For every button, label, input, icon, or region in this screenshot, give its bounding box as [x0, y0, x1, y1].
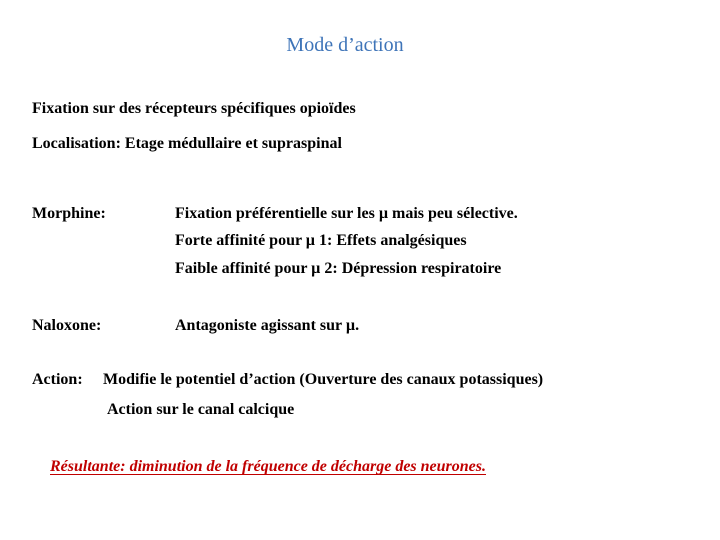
slide-title: Mode d’action	[286, 34, 404, 56]
fixation-line: Fixation sur des récepteurs spécifiques opioïdes	[32, 100, 356, 117]
naloxone-text: Antagoniste agissant sur µ.	[175, 317, 360, 334]
naloxone-label: Naloxone:	[32, 317, 102, 334]
action-label: Action:	[32, 371, 83, 388]
morphine-line-1: Fixation préférentielle sur les µ mais peu sélective.	[175, 205, 518, 222]
morphine-line-3: Faible affinité pour µ 2: Dépression respiratoire	[175, 260, 502, 277]
action-line-2: Action sur le canal calcique	[107, 401, 295, 418]
localisation-line: Localisation: Etage médullaire et supraspinal	[32, 135, 342, 152]
action-line-1: Modifie le potentiel d’action (Ouverture des canaux potassiques)	[103, 371, 544, 388]
result-statement: Résultante: diminution de la fréquence de décharge des neurones.	[50, 458, 486, 475]
morphine-label: Morphine:	[32, 205, 106, 222]
morphine-line-2: Forte affinité pour µ 1: Effets analgésiques	[175, 232, 467, 249]
